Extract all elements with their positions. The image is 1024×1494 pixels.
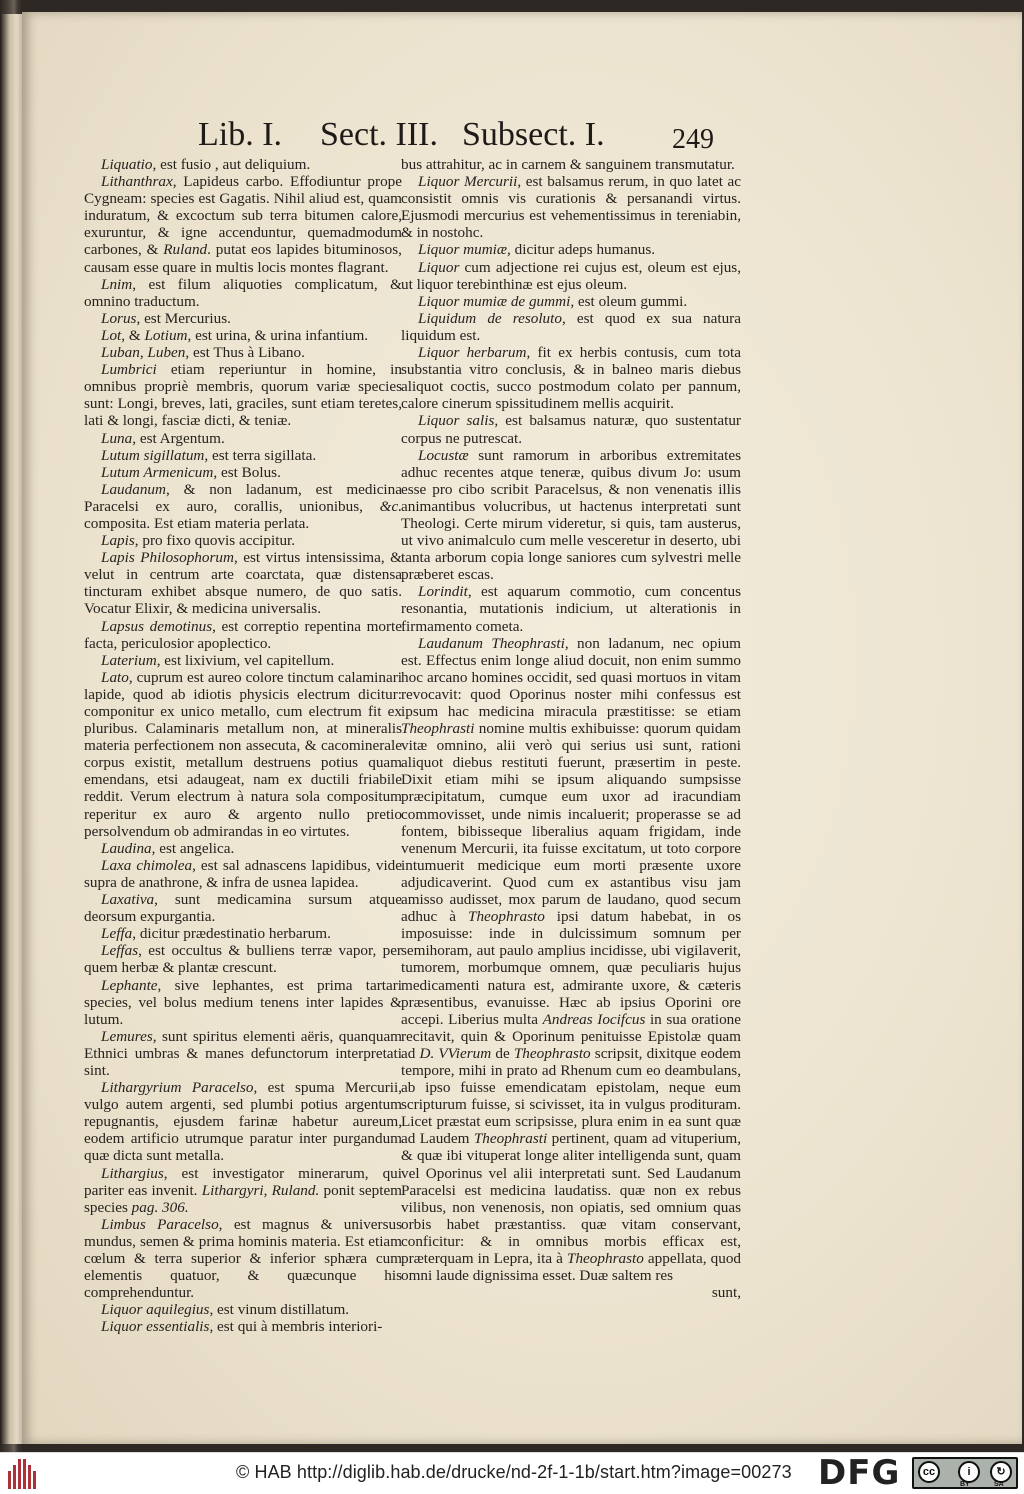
header-subsect: Subsect. I. [462,116,605,153]
glossary-entry: Liquor salis, est balsamus naturæ, quo sustentatur corpus ne putrescat. [401,412,741,447]
dfg-logo: DFG [818,1453,901,1493]
left-page-edge [0,14,24,1444]
glossary-entry: Lato, cuprum est aureo colore tinctum calaminari lapide, quod ab idiotis physicis electrum dicitur: componitur ex unico metallo, cum electrum fit ex pluribus. Calaminaris metallum non, at mineralis materia perfectionem non assecuta, & cacominerale corpus existit, metallum destruens potius quam emendans, etsi adaugeat, nam ex ductili friabile reddit. Verum electrum à natura sola compositum reperitur ex auro & argento nullo pretio persolvendum ob admirandas in eo virtutes. [84,668,402,840]
glossary-entry: Lemures, sunt spiritus elementi aëris, quanquam Ethnici umbras & manes defunctorum interpretati sint. [84,1027,402,1079]
glossary-entry: Liquor essentialis, est qui à membris interiori- [101,1318,383,1336]
glossary-entry: Limbus Paracelso, est magnus & universus mundus, semen & prima hominis materia. Est etiam cœlum & terra superior & inferior sphæra cum elementis quatuor, & quæcunque his comprehenduntur. [84,1215,403,1302]
by-attribution-icon: i [958,1461,980,1483]
glossary-entry: Laudina, est angelica. [101,839,235,857]
glossary-entry: Lithanthrax, Lapideus carbo. Effodiuntur prope Cygneam: species est Gagatis. Nihil aliud est, quam induratum, & excoctum sub terra bitumen calore, exuruntur, & igne accenduntur, quemadmodum carbones, & Ruland. putat eos lapides bituminosos, causam esse quare in multis locis montes flagrant. [84,173,402,276]
glossary-entry: Leffas, est occultus & bulliens terræ vapor, per quem herbæ & plantæ crescunt. [84,942,402,977]
glossary-entry: Liquidum de resoluto, est quod ex sua natura liquidum est. [401,309,741,344]
hab-logo-icon [6,1457,40,1489]
left-column [84,156,402,1335]
glossary-entry: Liquor mumiæ, dicitur adeps humanus. [418,241,656,259]
glossary-entry: Laudanum Theophrasti, non ladanum, nec opium est. Effectus enim longe aliud docuit, non enim summo hoc arcano homines occidit, sed quasi mortuos in vitam revocavit: quod Oporinus noster mihi confessus est ipsum hac medicina miracula præstitisse: se etiam Theophrasti nomine multis exhibuisse: quorum quidam vitæ omnino, alii verò qui serius usi sunt, rationi aliquot diebus restituti fuerunt, præsertim in peste. Dixit etiam mihi se ipsum aliquando sumpsisse præcipitatum, cumque eum uxor ad iracundiam commovisset, unde nimis incaluerit; properasse se ad fontem, bibisseque liberalius aquam frigidam, inde venenum Mercurii, ita fuisse excitatum, ut toto corpore intumuerit medicique eum morti præsente uxore adjudicaverint. Quod cum ex astantibus visu jam amisso audisset, mox parum de laudano, quod secum adhuc à Theophrasto ipsi datum habebat, in os imposuisse: inde in dulcissimum somnum per semihoram, aut paulo amplius incidisse, ubi vigilaverit, tumorem, morbumque omnem, quæ peculiaris hujus medicamenti natura est, admirante uxore, & cæteris præsentibus, evanuisse. Hæc ab ipsius Oporini ore accepi. Liberius multa Andreas Iocifcus in sua oratione recitavit, quin & Oporinum penituisse Epistolæ quam ad D. VVierum de Theophrasto scripsit, dixitque eodem tempore, mihi in prato ad Rhenum cum eo deambulans, ab ipso fuisse emendicatam epistolam, neque eum scripturum fuisse, si scivisset, ita in vulgus prodituram. Licet præstat eum scripsisse, plura enim in ea sunt quæ ad Laudem Theophrasti pertinent, quam ad vituperium, & quæ ibi vituperat longe aliter intelligenda sunt, quam vel Oporinus vel alii interpretati sunt. Sed Laudanum Paracelsi est medicina laudatiss. quæ non ex rebus vilibus, non venenosis, non opiatis, sed omnium quas orbis habet præstantiss. quæ vitam conservant, conficitur: & in omnibus morbis efficax est, præterquam in Lepra, ita à Theophrasto appellata, quod omni laude dignissima esset. Duæ saltem res [401,634,742,1285]
header-sect: Sect. III. [320,116,439,153]
glossary-entry: Liquor aquilegius, est vinum distillatum. [101,1301,350,1319]
catchword: sunt, [711,1284,741,1302]
glossary-entry: Luban, Luben, est Thus à Libano. [101,344,305,362]
glossary-entry: Lapis Philosophorum, est virtus intensissima, & velut in centrum arte coarctata, quæ distensa tincturam exhibet absque numero, de quo satis. Vocatur Elixir, & medicina universalis. [84,549,402,618]
glossary-entry: Laterium, est lixivium, vel capitellum. [101,651,335,669]
glossary-entry: Laxativa, sunt medicamina sursum atque deorsum expurgantia. [84,891,402,926]
running-header [22,116,1022,156]
glossary-entry: Lapsus demotinus, est correptio repentina morte facta, periculosior apoplectico. [84,617,402,652]
page-number: 249 [672,124,714,155]
right-column [401,156,741,1301]
glossary-entry: Liquor Mercurii, est balsamus rerum, in quo latet ac consistit omnis vis curationis & persanandi virtus. Ejusmodi mercurius est vehementissimus in tereniabin, & in nostohc. [401,173,741,242]
glossary-entry: Liquor mumiæ de gummi, est oleum gummi. [418,292,688,310]
glossary-entry: Lutum Armenicum, est Bolus. [101,463,281,481]
copyright-link[interactable]: © HAB http://diglib.hab.de/drucke/nd-2f-1-1b/start.htm?image=00273 [236,1462,792,1482]
glossary-entry: Leffa, dicitur prædestinatio herbarum. [101,925,331,943]
glossary-entry: bus attrahitur, ac in carnem & sanguinem transmutatur. [401,156,735,173]
book-page [22,12,1022,1444]
glossary-entry: Locustæ sunt ramorum in arboribus extremitates adhuc recentes atque teneræ, quibus divum Jo: usum esse pro cibo scribit Paracelsus, & non venenatis illis animantibus volucribus, ut hactenus interpretati sunt Theologi. Certe mirum videretur, si quis, tam austerus, ut vivo animalculo cum melle vesceretur in deserto, ubi tanta arborum copia longe saniores cum sylvestri melle præberet escas. [401,446,741,584]
glossary-entry: Lorus, est Mercurius. [101,309,231,327]
viewer-footer [0,1452,1024,1494]
license-by-label: BY [960,1481,970,1488]
glossary-entry: Lumbrici etiam reperiuntur in homine, in omnibus propriè membris, quorum variæ species sunt: Longi, breves, lati, graciles, sunt etiam teretes, lati & longi, fasciæ dicti, & teniæ. [84,361,402,430]
cc-license-badge[interactable] [912,1457,1018,1489]
glossary-entry: Lithargius, est investigator minerarum, qui pariter eas invenit. Lithargyri, Ruland. ponit septem species pag. 306. [84,1164,402,1216]
glossary-entry: Lithargyrium Paracelso, est spuma Mercurii, vulgo autem argenti, sed plumbi potius argentum repugnantis, ejusdem farinæ habetur aureum, eodem artificio utrumque paratur inter purgandum quæ dicta sunt metalla. [84,1079,402,1165]
cc-icon: cc [918,1461,940,1483]
license-sa-label: SA [994,1481,1004,1488]
glossary-entry: Laudanum, & non ladanum, est medicina Paracelsi ex auro, corallis, unionibus, &c. composita. Est etiam materia perlata. [84,480,402,532]
share-alike-icon: ↻ [990,1461,1012,1483]
glossary-entry: Lapis, pro fixo quovis accipitur. [101,532,296,550]
glossary-entry: Lot, & Lotium, est urina, & urina infantium. [101,326,369,344]
glossary-entry: Lnim, est filum aliquoties complicatum, & omnino traductum. [84,275,402,310]
glossary-entry: Lephante, sive lephantes, est prima tartari species, vel bolus medium tenens inter lapides & lutum. [84,976,402,1028]
glossary-entry: Lorindit, est aquarum commotio, cum concentus resonantia, mutationis indicium, ut alterationis in firmamento cometa. [401,583,741,635]
header-lib: Lib. I. [198,116,283,153]
glossary-entry: Liquor herbarum, fit ex herbis contusis, cum tota substantia vitro conclusis, & in balneo maris diebus aliquot coctis, succo postmodum colato per pannum, calore cinerum spissitudinem mellis acquirit. [401,344,742,413]
glossary-entry: Luna, est Argentum. [101,429,225,447]
glossary-entry: Lutum sigillatum, est terra sigillata. [101,446,317,464]
glossary-entry: Liquatio, est fusio , aut deliquium. [101,156,311,173]
glossary-entry: Laxa chimolea, est sal adnascens lapidibus, vide supra de anathrone, & infra de usnea lapidea. [84,856,403,891]
glossary-entry: Liquor cum adjectione rei cujus est, oleum est ejus, ut liquor terebinthinæ est ejus oleum. [401,258,741,293]
